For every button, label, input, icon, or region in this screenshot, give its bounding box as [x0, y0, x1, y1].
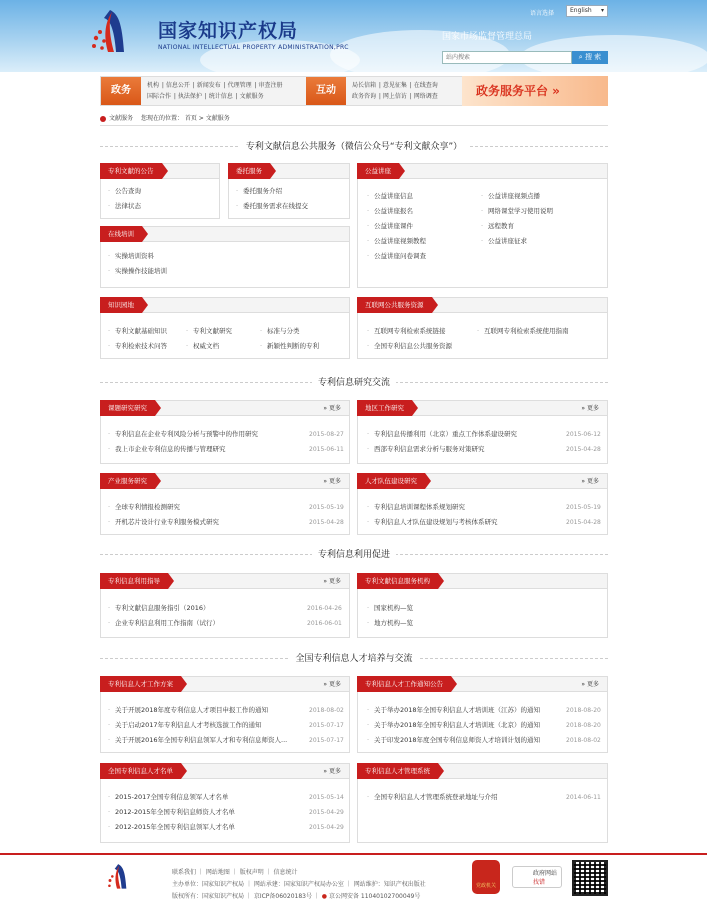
news-date: 2015-05-19 — [309, 504, 344, 511]
search-input[interactable]: 站内搜索 — [442, 51, 572, 64]
news-date: 2018-08-02 — [566, 737, 601, 744]
panel-region-research — [357, 400, 608, 464]
news-title[interactable]: 关于开展2016年全国专利信息领军人才和专利信息师资人... — [115, 736, 288, 744]
more-link[interactable]: » 更多 — [323, 405, 341, 412]
list-item[interactable]: · 地方机构—览 — [366, 616, 413, 631]
panel-talent-notices — [357, 676, 608, 753]
list-item[interactable]: · 远程教育 — [480, 219, 553, 234]
news-date: 2015-06-11 — [309, 446, 344, 453]
news-date: 2016-04-26 — [307, 605, 342, 612]
panel-tab[interactable]: 委托服务 — [228, 163, 270, 179]
breadcrumb-location-label: 您现在的位置： — [140, 115, 183, 122]
list-item[interactable]: · 新颖性判断的专利 — [259, 339, 319, 354]
news-title[interactable]: 企业专利信息利用工作指南（试行） — [115, 619, 219, 627]
news-title[interactable]: 专利信息培训课程体系规划研究 — [374, 503, 465, 511]
news-title[interactable]: 关于举办2018年全国专利信息人才培训班（北京）的通知 — [374, 721, 541, 729]
news-date: 2015-04-29 — [309, 809, 344, 816]
nav-tag-government[interactable]: 政务 — [101, 77, 141, 105]
news-title[interactable]: 关于启动2017年专利信息人才考核选拔工作的通知 — [115, 721, 262, 729]
footer-label: 网站承建： — [253, 881, 284, 888]
list-item[interactable]: · 公告查询 — [107, 184, 141, 199]
news-title[interactable]: 我上市企业专利信息的传播与管理研究 — [115, 445, 226, 453]
news-item[interactable] — [107, 515, 347, 530]
breadcrumb: 文献服务 您现在的位置： 首页 > 文献服务 — [100, 114, 608, 126]
panel-tab[interactable]: 地区工作研究 — [357, 400, 412, 416]
list-item[interactable]: · 委托服务需求在线提交 — [235, 199, 308, 214]
news-item[interactable] — [107, 601, 347, 616]
news-date: 2015-04-28 — [566, 446, 601, 453]
more-link[interactable]: » 更多 — [581, 478, 599, 485]
badge-label: 政府网站 — [533, 870, 558, 877]
more-link[interactable]: » 更多 — [323, 681, 341, 688]
nav-link[interactable]: 在线查询 — [413, 82, 438, 89]
panel-tab[interactable]: 在线培训 — [100, 226, 142, 242]
nav-link[interactable]: 执法保护 — [177, 93, 202, 100]
news-title[interactable]: 2012-2015年全国专利信息领军人才名单 — [115, 823, 235, 831]
panel-talent-list — [100, 763, 350, 843]
list-item[interactable]: · 实操操作技能培训 — [107, 264, 167, 279]
panel-talent-workplan — [100, 676, 350, 753]
language-label: 语言选择 — [530, 10, 555, 17]
nav-tag-interaction[interactable]: 互动 — [306, 77, 346, 105]
list-item[interactable]: · 公益讲座视频教程 — [366, 234, 426, 249]
panel-tab[interactable]: 产业服务研究 — [100, 473, 155, 489]
news-item[interactable] — [366, 442, 606, 457]
nav-government-links: 机构 | 信息公开 | 新闻发布 | 代理管理 | 审查注册 国际合作 | 执法保护 | 统计信息 | 文献服务 — [147, 82, 283, 100]
panel-tab[interactable]: 专利文献的公告 — [100, 163, 162, 179]
more-label: 更多 — [328, 478, 341, 485]
list-item[interactable]: · 网络课堂学习使用说明 — [480, 204, 553, 219]
footer-credits: 主办单位：国家知识产权局 ｜ 网站承建：国家知识产权局办公室 ｜ 网站维护：知识产权出版社 — [172, 881, 426, 888]
news-item[interactable] — [107, 427, 347, 442]
news-item[interactable] — [107, 500, 347, 515]
more-link[interactable]: » 更多 — [581, 681, 599, 688]
news-date: 2018-08-20 — [566, 707, 601, 714]
more-label: 更多 — [328, 768, 341, 775]
news-title[interactable]: 专利信息传播利用（北京）重点工作体系建设研究 — [374, 430, 517, 438]
panel-talent-system — [357, 763, 608, 843]
qr-code-icon — [572, 860, 608, 896]
list-item[interactable]: · 公益讲座信息 — [366, 189, 426, 204]
footer-text: 国家知识产权局 — [202, 881, 245, 888]
panel-knowledge — [100, 297, 350, 359]
more-link[interactable]: » 更多 — [323, 578, 341, 585]
news-date: 2015-07-17 — [309, 722, 344, 729]
police-link[interactable]: 京公网安备 11040102700049号 — [328, 893, 421, 900]
nav-link[interactable]: 网络调查 — [413, 93, 438, 100]
list-item[interactable]: · 公益讲座报名 — [366, 204, 426, 219]
section-title-text: 全国专利信息人才培养与交流 — [289, 654, 418, 664]
section-title-text: 专利信息利用促进 — [312, 550, 396, 560]
news-item[interactable] — [107, 442, 347, 457]
list-item[interactable]: · 权威文档 — [185, 339, 232, 354]
list-item[interactable]: · 国家机构—览 — [366, 601, 413, 616]
nav-link[interactable]: 新闻发布 — [196, 82, 221, 89]
list-item[interactable]: · 公益讲座征求 — [480, 234, 553, 249]
news-item[interactable] — [107, 790, 347, 805]
panel-tab[interactable]: 公益讲座 — [357, 163, 399, 179]
news-date: 2015-04-29 — [309, 824, 344, 831]
panel-tab[interactable]: 专利信息人才管理系统 — [357, 763, 438, 779]
section-title-text: 专利信息研究交流 — [312, 378, 396, 388]
footer-link[interactable]: 版权声明 — [239, 869, 264, 876]
section-title-text: 专利文献信息公共服务（微信公众号“专利文献众享”） — [240, 142, 468, 152]
nav-link[interactable]: 国际合作 — [147, 93, 172, 100]
location-icon — [100, 116, 106, 122]
news-date: 2015-07-17 — [309, 737, 344, 744]
news-date: 2018-08-20 — [566, 722, 601, 729]
footer-text: 国家知识产权局办公室 — [283, 881, 344, 888]
news-item[interactable] — [366, 790, 606, 805]
footer-label: 网站维护： — [353, 881, 384, 888]
news-item[interactable] — [107, 820, 347, 835]
news-item[interactable] — [107, 805, 347, 820]
list-item[interactable]: · 实操培训资料 — [107, 249, 167, 264]
news-date: 2015-04-28 — [566, 519, 601, 526]
news-date: 2015-04-28 — [309, 519, 344, 526]
search-icon: ⌕ — [578, 53, 583, 61]
section-title — [100, 651, 608, 664]
service-platform-banner[interactable]: 政务服务平台 » — [462, 76, 608, 106]
news-item[interactable] — [366, 427, 606, 442]
section-title — [100, 139, 608, 152]
nav-link[interactable]: 政务咨询 — [352, 93, 377, 100]
news-title[interactable]: 全球专利情报检测研究 — [115, 503, 180, 511]
news-item[interactable] — [366, 733, 606, 748]
nav-link[interactable]: 文献服务 — [239, 93, 264, 100]
panel-topic-research — [100, 400, 350, 464]
news-title[interactable]: 专利文献信息服务指引（2016） — [115, 604, 210, 612]
panel-tab[interactable]: 专利信息人才工作通知公告 — [357, 676, 451, 692]
nav-link[interactable]: 机构 — [147, 82, 160, 89]
panel-tab[interactable]: 专利信息人才工作方案 — [100, 676, 181, 692]
panel-utilization-guide — [100, 573, 350, 638]
language-value: English — [570, 7, 592, 14]
nav-link[interactable]: 统计信息 — [208, 93, 233, 100]
footer-copyright: 版权所有：国家知识产权局 ｜ 京ICP备06020183号 ｜ ● 京公网安备 11040102700049号 — [172, 893, 421, 900]
panel-public-notice — [100, 163, 220, 219]
more-link[interactable]: » 更多 — [323, 768, 341, 775]
footer-logo-icon — [104, 863, 130, 891]
site-title-en: NATIONAL INTELLECTUAL PROPERTY ADMINISTRATION,PRC — [158, 44, 349, 51]
site-title[interactable]: 国家知识产权局 — [158, 20, 299, 42]
panel-tab[interactable]: 课题研究研究 — [100, 400, 155, 416]
news-date: 2015-05-19 — [566, 504, 601, 511]
language-select[interactable] — [566, 5, 608, 17]
site-footer — [0, 853, 707, 900]
more-link[interactable]: » 更多 — [581, 405, 599, 412]
footer-link[interactable]: 联系我们 — [172, 869, 197, 876]
news-item[interactable] — [366, 515, 606, 530]
list-item[interactable]: · 公益讲座课件 — [366, 219, 426, 234]
news-item[interactable] — [107, 616, 347, 631]
more-label: 更多 — [328, 681, 341, 688]
nav-link[interactable]: 信息公开 — [165, 82, 190, 89]
news-date: 2015-08-27 — [309, 431, 344, 438]
icp-link[interactable]: 京ICP备06020183号 — [253, 893, 312, 900]
panel-talent-research — [357, 473, 608, 535]
panel-entrust — [228, 163, 350, 219]
list-item[interactable]: · 专利检索技术问答 — [107, 339, 167, 354]
panel-industry-research — [100, 473, 350, 535]
breadcrumb-section: 文献服务 — [109, 115, 134, 122]
news-title[interactable]: 2015-2017全国专利信息领军人才名单 — [115, 793, 229, 801]
nav-link[interactable]: 网上信访 — [382, 93, 407, 100]
more-label: 更多 — [328, 578, 341, 585]
footer-link[interactable]: 网站地图 — [205, 869, 230, 876]
news-title[interactable]: 关于开展2018年度专利信息人才项目申报工作的通知 — [115, 706, 269, 714]
list-item[interactable]: · 委托服务介绍 — [235, 184, 308, 199]
panel-tab[interactable]: 互联网公共服务资源 — [357, 297, 432, 313]
nav-link[interactable]: 代理管理 — [227, 82, 252, 89]
site-header — [0, 0, 707, 72]
nav-link[interactable]: 意见征集 — [382, 82, 407, 89]
list-item[interactable]: · 标准与分类 — [259, 324, 319, 339]
news-title[interactable]: 专利信息人才队伍建设规划与考核体系研究 — [374, 518, 498, 526]
news-date: 2015-06-12 — [566, 431, 601, 438]
news-item[interactable] — [107, 733, 347, 748]
panel-service-agencies — [357, 573, 608, 638]
news-date: 2015-05-14 — [309, 794, 344, 801]
chevron-down-icon: ▾ — [600, 7, 604, 14]
breadcrumb-home[interactable]: 首页 — [184, 115, 197, 122]
panel-lecture — [357, 163, 608, 288]
party-gov-emblem-icon[interactable] — [472, 860, 500, 894]
list-item[interactable]: · 互联网专利检索系统链接 — [366, 324, 452, 339]
nav-link[interactable]: 审查注册 — [258, 82, 283, 89]
panel-tab[interactable]: 专利信息利用指导 — [100, 573, 168, 589]
news-item[interactable] — [107, 703, 347, 718]
parent-agency-title[interactable]: 国家市场监督管理总局 — [442, 32, 533, 42]
section-title — [100, 375, 608, 388]
news-item[interactable] — [107, 718, 347, 733]
panel-internet-resources — [357, 297, 608, 359]
list-item[interactable]: · 专利文献研究 — [185, 324, 232, 339]
badge-label: 找错 — [533, 879, 546, 886]
news-title[interactable]: 关于印发2018年度全国专利信息师资人才培训计划的通知 — [374, 736, 541, 744]
news-date: 2016-06-01 — [307, 620, 342, 627]
nav-interaction-links: 局长信箱 | 意见征集 | 在线查询 政务咨询 | 网上信访 | 网络调查 — [352, 82, 438, 100]
emblem-label: 党政机关 — [475, 883, 496, 889]
more-label: 更多 — [586, 478, 599, 485]
gov-site-error-badge[interactable] — [512, 866, 562, 888]
more-label: 更多 — [586, 405, 599, 412]
list-item[interactable]: · 互联网专利检索系统使用指南 — [476, 324, 569, 339]
police-badge-icon: ● — [321, 893, 328, 900]
search-button[interactable] — [572, 51, 608, 64]
news-title[interactable]: 2012-2015年全国专利信息师资人才名单 — [115, 808, 235, 816]
more-link[interactable]: » 更多 — [323, 478, 341, 485]
footer-text: 知识产权出版社 — [383, 881, 426, 888]
breadcrumb-current[interactable]: 文献服务 — [205, 115, 230, 122]
news-date: 2014-06-11 — [566, 794, 601, 801]
footer-link[interactable]: 信息统计 — [273, 869, 298, 876]
news-title[interactable]: 关于举办2018年全国专利信息人才培训班（江苏）的通知 — [374, 706, 541, 714]
section-title — [100, 547, 608, 560]
more-label: 更多 — [586, 681, 599, 688]
more-label: 更多 — [328, 405, 341, 412]
news-title[interactable]: 专利信息在企业专利风险分析与预警中的作用研究 — [115, 430, 258, 438]
list-item[interactable]: · 公益讲座问卷调查 — [366, 249, 426, 264]
panel-training — [100, 226, 350, 288]
news-item[interactable] — [366, 703, 606, 718]
news-title[interactable]: 开机芯片设计行业专利服务模式研究 — [115, 518, 219, 526]
footer-label: 主办单位： — [172, 881, 203, 888]
panel-tab[interactable]: 全国专利信息人才名单 — [100, 763, 181, 779]
panel-tab[interactable]: 人才队伍建设研究 — [357, 473, 425, 489]
footer-links: 联系我们 ｜ 网站地图 ｜ 版权声明 ｜ 信息统计 — [172, 869, 298, 876]
nav-link[interactable]: 局长信箱 — [352, 82, 377, 89]
list-item[interactable]: · 法律状态 — [107, 199, 141, 214]
news-title[interactable]: 全国专利信息人才管理系统登录地址与介绍 — [374, 793, 498, 801]
list-item[interactable]: · 全国专利信息公共服务资源 — [366, 339, 452, 354]
list-item[interactable]: · 专利文献基础知识 — [107, 324, 167, 339]
panel-tab[interactable]: 知识园地 — [100, 297, 142, 313]
news-date: 2018-08-02 — [309, 707, 344, 714]
site-logo-icon[interactable] — [88, 8, 128, 56]
news-item[interactable] — [366, 500, 606, 515]
news-item[interactable] — [366, 718, 606, 733]
news-title[interactable]: 西部专利信息需求分析与服务对策研究 — [374, 445, 485, 453]
list-item[interactable]: · 公益讲座视频点播 — [480, 189, 553, 204]
footer-text: 版权所有：国家知识产权局 — [172, 893, 245, 900]
panel-tab[interactable]: 专利文献信息服务机构 — [357, 573, 438, 589]
search-button-label: 搜 索 — [584, 53, 602, 61]
